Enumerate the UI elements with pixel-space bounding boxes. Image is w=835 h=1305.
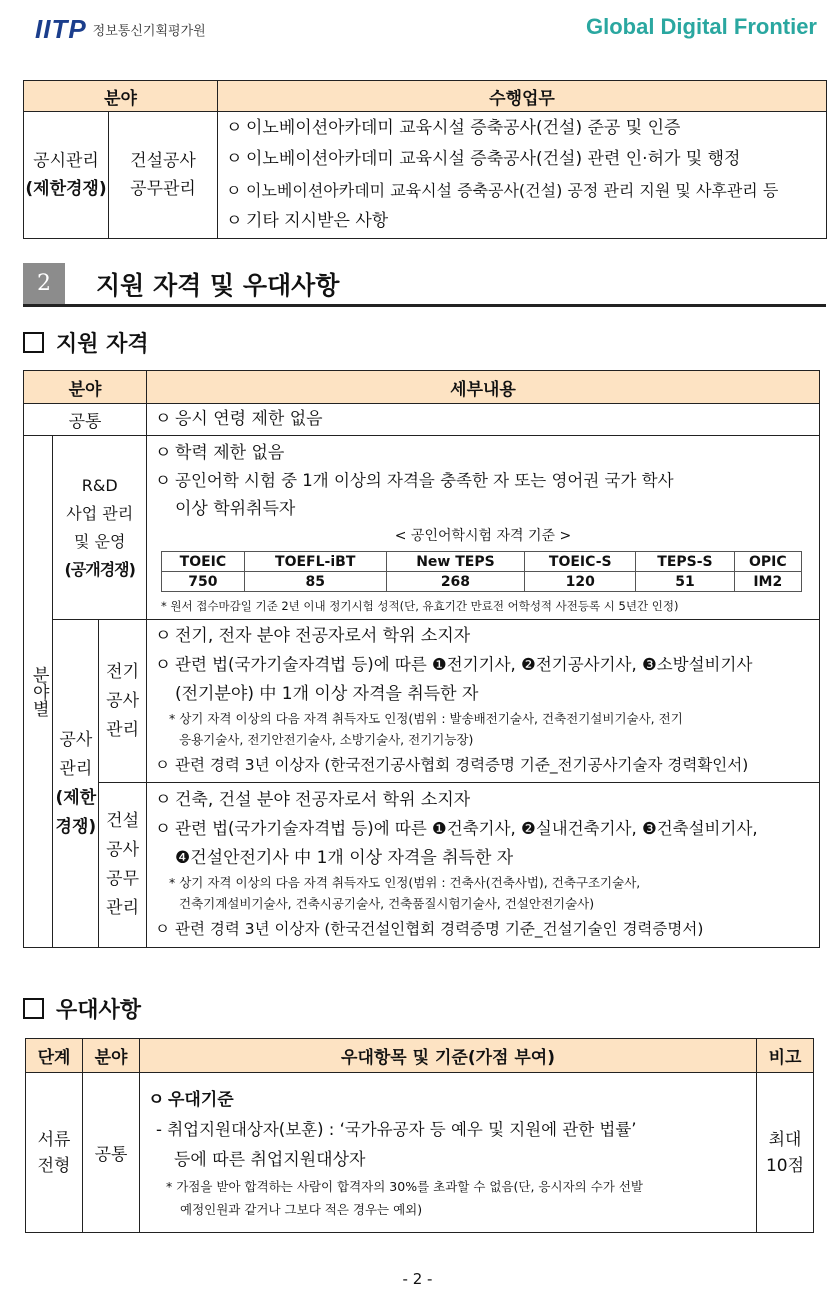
header-duty: 수행업무 [218, 81, 827, 112]
preferences-subtitle: 우대사항 [56, 998, 142, 1023]
pref-remark [757, 1073, 814, 1233]
rnd-line2a: ㅇ 공인어학 시험 중 1개 이상의 자격을 충족한 자 또는 영어권 국가 학사 [155, 471, 674, 490]
building-note2: 건축기계설비기술사, 건축시공기술사, 건축품질시험기술사, 건설안전기술사) [179, 896, 595, 911]
rnd-line2b: 이상 학위취득자 [175, 499, 296, 519]
by-field-text: 분야별 [28, 666, 49, 717]
building-line3: ㅇ 관련 경력 3년 이상자 (한국건설인협회 경력증명 기준_건설기술인 경력증명서) [155, 920, 704, 938]
pref-header-remark: 비고 [757, 1039, 814, 1073]
global-digital-frontier-logo: Global Digital Frontier [585, 14, 817, 39]
electric-label [99, 620, 147, 783]
rnd-note: * 원서 접수마감일 기준 2년 이내 정기시험 성적(단, 유효기간 만료전 어학성적 사전등록 시 5년간 인정) [161, 599, 679, 613]
pref-heading: ㅇ 우대기준 [148, 1089, 234, 1110]
lang-test: TOEFL-iBT [244, 552, 386, 572]
field-main-note: (제한경쟁) [25, 179, 107, 199]
qualifications-subtitle: 지원 자격 [56, 332, 149, 357]
building-detail [147, 783, 820, 948]
construction-group-label4: 경쟁) [55, 816, 97, 837]
construction-group-label [53, 620, 99, 948]
field-main-label: 공시관리 [33, 151, 99, 171]
electric-note1: * 상기 자격 이상의 다음 자격 취득자도 인정(범위 : 발송배전기술사, 건축전기설비기술사, 전기 [169, 711, 683, 726]
building-label-part: 공사 [106, 840, 140, 860]
electric-line2a: ㅇ 관련 법(국가기술자격법 등)에 따른 ❶전기기사, ❷전기공사기사, ❸소방설비기사 [155, 655, 753, 674]
lang-test: OPIC [734, 552, 801, 572]
construction-group-label1: 공사 [59, 729, 93, 750]
duty-item: ㅇ 이노베이션아카데미 교육시설 증축공사(건설) 관련 인·허가 및 행정 [226, 149, 741, 169]
rnd-label1: R&D [81, 475, 118, 495]
pref-remark-line2: 10점 [765, 1155, 805, 1176]
section-rule [23, 304, 826, 307]
duty-item: ㅇ 이노베이션아카데미 교육시설 증축공사(건설) 공정 관리 지원 및 사후관리 등 [226, 181, 779, 200]
pref-header-criteria: 우대항목 및 기준(가점 부여) [140, 1039, 757, 1073]
checkbox-square-icon [23, 998, 44, 1019]
building-line1: ㅇ 건축, 건설 분야 전공자로서 학위 소지자 [155, 790, 471, 810]
lang-score: 120 [525, 572, 636, 592]
iitp-logo [35, 14, 206, 45]
building-label [99, 783, 147, 948]
qualifications-table [23, 370, 820, 948]
qual-header-field: 분야 [24, 371, 147, 404]
section-title: 지원 자격 및 우대사항 [96, 271, 340, 300]
pref-stage [26, 1073, 83, 1233]
lang-score: IM2 [734, 572, 801, 592]
electric-label-part: 관리 [106, 719, 140, 740]
lang-test: TEPS-S [636, 552, 734, 572]
preferences-heading [23, 993, 141, 1024]
lang-caption: < 공인어학시험 자격 기준 > [394, 528, 572, 544]
page-header [0, 0, 835, 62]
lang-score: 268 [386, 572, 525, 592]
lang-score: 85 [244, 572, 386, 592]
rnd-detail [147, 436, 820, 620]
pref-note2: 예정인원과 같거나 그보다 적은 경우는 예외) [180, 1201, 423, 1217]
section-number: 2 [23, 263, 65, 305]
page-number: - 2 - [402, 1270, 433, 1288]
duty-item: ㅇ 이노베이션아카데미 교육시설 증축공사(건설) 준공 및 인증 [226, 118, 681, 138]
logo-text: 정보통신기획평가원 [92, 24, 206, 39]
rnd-label3: 및 운영 [74, 531, 126, 551]
rnd-label4: (공개경쟁) [64, 559, 135, 579]
by-field-label [24, 436, 53, 948]
electric-label-part: 전기 [106, 661, 140, 682]
lang-test: TOEIC-S [525, 552, 636, 572]
pref-stage-line1: 서류 [37, 1129, 71, 1150]
duties-table [23, 80, 827, 239]
pref-item1: - 취업지원대상자(보훈) : ‘국가유공자 등 예우 및 지원에 관한 법률’ [156, 1119, 637, 1139]
common-label: 공통 [24, 404, 147, 436]
language-score-table [161, 551, 802, 592]
electric-label-part: 공사 [106, 690, 140, 711]
logo-mark: IITP [35, 14, 87, 44]
rnd-label [53, 436, 147, 620]
pref-item2: 등에 따른 취업지원대상자 [174, 1149, 366, 1170]
field-sub-line1: 건설공사 [130, 151, 196, 171]
qualifications-heading [23, 327, 149, 358]
electric-line3: ㅇ 관련 경력 3년 이상자 (한국전기공사협회 경력증명 기준_전기공사기술자 경력확인서) [155, 756, 749, 774]
common-text: ㅇ 응시 연령 제한 없음 [147, 404, 820, 436]
pref-note1: * 가점을 받아 합격하는 사람이 합격자의 30%를 초과할 수 없음(단, 응시자의 수가 선발 [166, 1178, 643, 1194]
building-line2a: ㅇ 관련 법(국가기술자격법 등)에 따른 ❶건축기사, ❷실내건축기사, ❸건축설비기사, [155, 819, 758, 838]
duty-list [218, 112, 827, 239]
building-label-part: 관리 [106, 898, 140, 918]
pref-field: 공통 [83, 1073, 140, 1233]
rnd-label2: 사업 관리 [66, 503, 134, 523]
duty-item: ㅇ 기타 지시받은 사항 [226, 211, 389, 231]
lang-test: TOEIC [162, 552, 245, 572]
electric-note2: 응용기술사, 전기안전기술사, 소방기술사, 전기기능장) [179, 732, 474, 747]
building-label-part: 공무 [106, 869, 140, 889]
field-sub [109, 112, 218, 239]
construction-group-label2: 관리 [59, 758, 93, 779]
lang-score: 51 [636, 572, 734, 592]
rnd-line1: ㅇ 학력 제한 없음 [155, 443, 285, 463]
pref-header-stage: 단계 [26, 1039, 83, 1073]
building-label-part: 건설 [106, 811, 140, 831]
lang-score-row [162, 572, 802, 592]
construction-group-label3: (제한 [55, 787, 97, 808]
lang-score: 750 [162, 572, 245, 592]
pref-criteria [140, 1073, 757, 1233]
pref-remark-line1: 최대 [768, 1129, 802, 1150]
pref-header-field: 분야 [83, 1039, 140, 1073]
qual-header-detail: 세부내용 [147, 371, 820, 404]
building-note1: * 상기 자격 이상의 다음 자격 취득자도 인정(범위 : 건축사(건축사법), 건축구조기술사, [169, 875, 641, 890]
electric-detail [147, 620, 820, 783]
lang-test: New TEPS [386, 552, 525, 572]
electric-line2b: (전기분야) 中 1개 이상 자격을 취득한 자 [175, 684, 479, 704]
preferences-table [25, 1038, 814, 1233]
checkbox-square-icon [23, 332, 44, 353]
pref-stage-line2: 전형 [37, 1155, 71, 1176]
field-sub-line2: 공무관리 [130, 179, 196, 199]
electric-line1: ㅇ 전기, 전자 분야 전공자로서 학위 소지자 [155, 626, 471, 646]
field-main [24, 112, 109, 239]
header-field: 분야 [24, 81, 218, 112]
building-line2b: ❹건설안전기사 中 1개 이상 자격을 취득한 자 [175, 848, 514, 868]
lang-test-row [162, 552, 802, 572]
